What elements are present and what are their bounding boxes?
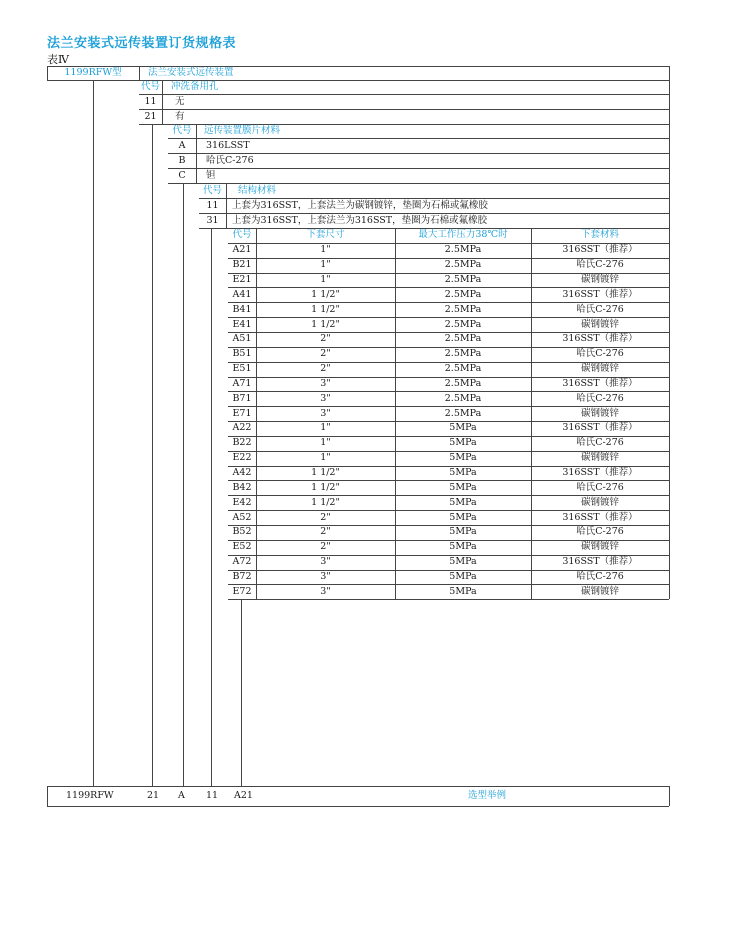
- diaphragm-code: A: [178, 140, 186, 151]
- lower-cell: 1 1/2": [311, 318, 340, 330]
- lower-cell: 5MPa: [449, 556, 477, 568]
- lower-header: 代号: [232, 229, 252, 240]
- example-bottom-rule: [47, 806, 669, 807]
- rule: [168, 168, 669, 169]
- lower-cell: A51: [232, 333, 252, 345]
- lower-cell: 哈氏C-276: [576, 259, 624, 271]
- lower-cell: 3": [320, 585, 331, 597]
- lower-cell: 哈氏C-276: [576, 392, 624, 404]
- structure-code: 11: [206, 200, 219, 211]
- lower-cell: A52: [232, 511, 252, 523]
- lower-cell: 1": [320, 259, 331, 271]
- lower-cell: E22: [232, 452, 252, 464]
- rule: [196, 124, 197, 183]
- flush-code: 11: [144, 96, 157, 107]
- rule: [226, 183, 227, 228]
- lower-cell: E21: [232, 273, 252, 285]
- lower-cell: 2": [320, 541, 331, 553]
- lower-cell: 2.5MPa: [444, 377, 482, 389]
- lower-cell: 2.5MPa: [444, 303, 482, 315]
- lower-cell: 碳钢镀锌: [580, 496, 619, 508]
- lower-cell: 5MPa: [449, 452, 477, 464]
- lower-cell: 316SST（推荐）: [562, 333, 638, 345]
- lower-header: 下套尺寸: [306, 229, 345, 240]
- lower-cell: A71: [232, 377, 252, 389]
- rule: [669, 228, 670, 599]
- table-label: 表Ⅳ: [47, 53, 69, 66]
- lower-cell: 2.5MPa: [444, 407, 482, 419]
- header-top-rule: [47, 66, 669, 67]
- diaphragm-desc: 钽: [206, 170, 216, 181]
- lower-cell: E71: [232, 407, 252, 419]
- lower-cell: 1 1/2": [311, 481, 340, 493]
- example-label: 选型举例: [468, 790, 507, 801]
- lower-cell: E51: [232, 363, 252, 375]
- lower-cell: E72: [232, 585, 252, 597]
- example-value: A: [178, 790, 185, 801]
- lower-cell: 1": [320, 422, 331, 434]
- lower-cell: 2": [320, 333, 331, 345]
- connector-model: [93, 80, 94, 786]
- lower-cell: 碳钢镀锌: [580, 452, 619, 464]
- lower-cell: 5MPa: [449, 541, 477, 553]
- lower-cell: 3": [320, 377, 331, 389]
- example-value: 11: [206, 790, 219, 801]
- lower-cell: 哈氏C-276: [576, 303, 624, 315]
- lower-cell: 2": [320, 526, 331, 538]
- lower-cell: B21: [232, 259, 252, 271]
- flush-code-label: 代号: [140, 81, 160, 92]
- lower-cell: B71: [232, 392, 252, 404]
- lower-cell: 哈氏C-276: [576, 348, 624, 360]
- lower-cell: 5MPa: [449, 526, 477, 538]
- model-desc: 法兰安装式远传装置: [148, 67, 234, 78]
- lower-cell: 2": [320, 348, 331, 360]
- lower-header: 下套材料: [580, 229, 619, 240]
- example-value: 1199RFW: [66, 790, 114, 801]
- lower-cell: 碳钢镀锌: [580, 318, 619, 330]
- example-value: 21: [147, 790, 160, 801]
- rule: [139, 66, 140, 80]
- rule: [669, 66, 670, 80]
- lower-cell: 5MPa: [449, 437, 477, 449]
- rule: [669, 80, 670, 124]
- connector-diaphragm: [183, 183, 184, 786]
- lower-cell: 1 1/2": [311, 288, 340, 300]
- lower-cell: 316SST（推荐）: [562, 422, 638, 434]
- diaphragm-desc: 哈氏C-276: [206, 155, 254, 166]
- lower-cell: 2.5MPa: [444, 259, 482, 271]
- lower-header: 最大工作压力38℃时: [418, 229, 508, 240]
- structure-code: 31: [206, 215, 219, 226]
- lower-cell: B42: [232, 481, 252, 493]
- lower-cell: 3": [320, 570, 331, 582]
- lower-cell: 2.5MPa: [444, 318, 482, 330]
- flush-desc: 有: [175, 111, 185, 122]
- diaphragm-code: B: [178, 155, 186, 166]
- rule: [669, 124, 670, 183]
- lower-cell: 1": [320, 273, 331, 285]
- lower-cell: 3": [320, 392, 331, 404]
- lower-cell: 2.5MPa: [444, 348, 482, 360]
- lower-cell: B52: [232, 526, 252, 538]
- structure-desc: 上套为316SST，上套法兰为316SST，垫圈为石棉或氟橡胶: [232, 215, 488, 226]
- connector-structure: [211, 228, 212, 786]
- flush-code: 21: [144, 111, 157, 122]
- lower-cell: 316SST（推荐）: [562, 288, 638, 300]
- rule: [139, 94, 669, 95]
- lower-cell: 碳钢镀锌: [580, 273, 619, 285]
- diaphragm-desc: 316LSST: [206, 140, 250, 151]
- example-top-rule: [47, 786, 669, 787]
- structure-title: 结构材料: [238, 185, 277, 196]
- lower-cell: 5MPa: [449, 570, 477, 582]
- lower-cell: 2.5MPa: [444, 363, 482, 375]
- lower-cell: 1 1/2": [311, 467, 340, 478]
- lower-cell: 哈氏C-276: [576, 437, 624, 449]
- lower-cell: 3": [320, 556, 331, 568]
- lower-cell: 1": [320, 452, 331, 464]
- rule: [669, 786, 670, 806]
- lower-cell: 1": [320, 437, 331, 449]
- lower-cell: A41: [232, 288, 252, 300]
- lower-cell: 2.5MPa: [444, 244, 482, 256]
- lower-cell: 1 1/2": [311, 303, 340, 315]
- structure-desc: 上套为316SST，上套法兰为碳钢镀锌，垫圈为石棉或氟橡胶: [232, 200, 488, 211]
- lower-cell: B51: [232, 348, 252, 360]
- lower-cell: 316SST（推荐）: [562, 244, 638, 256]
- lower-cell: 哈氏C-276: [576, 570, 624, 582]
- flush-desc: 无: [175, 96, 185, 107]
- lower-cell: 碳钢镀锌: [580, 363, 619, 375]
- lower-cell: B41: [232, 303, 252, 315]
- lower-cell: 316SST（推荐）: [562, 467, 638, 478]
- lower-cell: E52: [232, 541, 252, 553]
- lower-cell: 316SST（推荐）: [562, 511, 638, 523]
- lower-cell: 哈氏C-276: [576, 526, 624, 538]
- lower-cell: 2": [320, 363, 331, 375]
- page-title: 法兰安装式远传装置订货规格表: [47, 36, 237, 51]
- lower-cell: 5MPa: [449, 511, 477, 523]
- example-value: A21: [234, 790, 253, 801]
- model-name: 1199RFW型: [64, 67, 122, 78]
- rule: [139, 109, 669, 110]
- lower-cell: 1 1/2": [311, 496, 340, 508]
- lower-cell: B72: [232, 570, 252, 582]
- structure-code-label: 代号: [202, 185, 222, 196]
- lower-cell: 2.5MPa: [444, 333, 482, 345]
- lower-cell: 碳钢镀锌: [580, 541, 619, 553]
- lower-cell: 5MPa: [449, 585, 477, 597]
- lower-cell: 哈氏C-276: [576, 481, 624, 493]
- diaphragm-code-label: 代号: [172, 125, 192, 136]
- lower-cell: A21: [232, 244, 252, 256]
- lower-cell: A22: [232, 422, 252, 434]
- diaphragm-title: 远传装置膜片材料: [204, 125, 281, 136]
- lower-cell: 3": [320, 407, 331, 419]
- lower-cell: E42: [232, 496, 252, 508]
- lower-cell: 2.5MPa: [444, 288, 482, 300]
- lower-cell: 316SST（推荐）: [562, 556, 638, 568]
- lower-cell: 2.5MPa: [444, 273, 482, 285]
- lower-cell: 316SST（推荐）: [562, 377, 638, 389]
- lower-cell: 5MPa: [449, 467, 477, 478]
- lower-cell: 碳钢镀锌: [580, 407, 619, 419]
- lower-cell: 2.5MPa: [444, 392, 482, 404]
- diaphragm-code: C: [178, 170, 186, 181]
- lower-cell: 碳钢镀锌: [580, 585, 619, 597]
- connector-lower: [241, 599, 242, 786]
- lower-cell: 5MPa: [449, 496, 477, 508]
- rule: [228, 599, 669, 600]
- lower-cell: A42: [232, 467, 252, 478]
- lower-cell: E41: [232, 318, 252, 330]
- lower-cell: 1": [320, 244, 331, 256]
- rule: [162, 80, 163, 124]
- lower-cell: 2": [320, 511, 331, 523]
- flush-title: 冲洗备用孔: [171, 81, 219, 92]
- lower-cell: 5MPa: [449, 422, 477, 434]
- lower-cell: B22: [232, 437, 252, 449]
- rule: [669, 183, 670, 228]
- lower-cell: 5MPa: [449, 481, 477, 493]
- connector-flush: [152, 124, 153, 786]
- rule: [47, 786, 48, 806]
- lower-cell: A72: [232, 556, 252, 568]
